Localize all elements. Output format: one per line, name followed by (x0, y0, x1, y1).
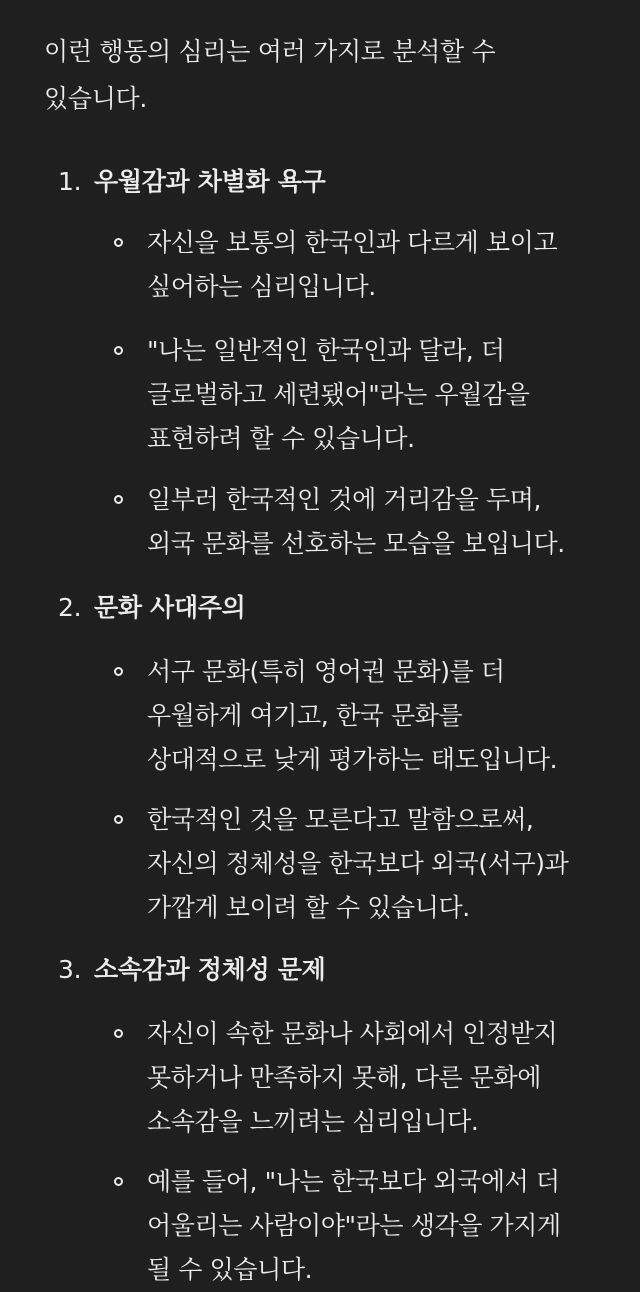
bullet-line: 서구 문화(특히 영어권 문화)를 더 (147, 657, 505, 686)
section-number: 1. (58, 167, 82, 196)
bullet-line: 상대적으로 낮게 평가하는 태도입니다. (147, 745, 558, 774)
bullet-circle-icon (114, 346, 123, 355)
intro-line: 있습니다. (44, 84, 148, 113)
intro-paragraph (44, 28, 604, 122)
bullet-line: 글로벌하고 세련됐어"라는 우월감을 (147, 380, 530, 409)
bullet-line: 우월하게 여기고, 한국 문화를 (147, 701, 463, 730)
bullet-line: 한국적인 것을 모른다고 말함으로써, (147, 805, 534, 834)
bullet-line: 자신이 속한 문화나 사회에서 인정받지 (147, 1019, 558, 1048)
bullet-circle-icon (114, 1029, 123, 1038)
bullet-line: 싶어하는 심리입니다. (147, 272, 376, 301)
bullet-line: 될 수 있습니다. (147, 1255, 313, 1284)
section-heading (58, 946, 325, 993)
bullet-line: 못하거나 만족하지 못해, 다른 문화에 (147, 1063, 541, 1092)
section-number: 3. (58, 955, 82, 984)
bullet-circle-icon (114, 667, 123, 676)
bullet-line: 가깝게 보이려 할 수 있습니다. (147, 893, 470, 922)
bullet-line: 표현하려 할 수 있습니다. (147, 424, 415, 453)
section-heading (58, 584, 246, 631)
bullet-line: 소속감을 느끼려는 심리입니다. (147, 1107, 479, 1136)
section-title: 문화 사대주의 (94, 593, 246, 622)
section-title: 소속감과 정체성 문제 (94, 955, 326, 984)
section-number: 2. (58, 593, 82, 622)
bullet-line: 일부러 한국적인 것에 거리감을 두며, (147, 485, 541, 514)
intro-line: 이런 행동의 심리는 여러 가지로 분석할 수 (44, 37, 496, 66)
bullet-line: 예를 들어, "나는 한국보다 외국에서 더 (147, 1167, 560, 1196)
bullet-circle-icon (114, 1177, 123, 1186)
section-title: 우월감과 차별화 욕구 (94, 167, 326, 196)
bullet-circle-icon (114, 815, 123, 824)
bullet-line: 외국 문화를 선호하는 모습을 보입니다. (147, 529, 565, 558)
bullet-circle-icon (114, 238, 123, 247)
bullet-circle-icon (114, 495, 123, 504)
bullet-line: "나는 일반적인 한국인과 달라, 더 (147, 336, 505, 365)
section-heading (58, 158, 325, 205)
bullet-line: 자신을 보통의 한국인과 다르게 보이고 (147, 228, 558, 257)
bullet-line: 자신의 정체성을 한국보다 외국(서구)과 (147, 849, 569, 878)
bullet-line: 어울리는 사람이야"라는 생각을 가지게 (147, 1211, 561, 1240)
